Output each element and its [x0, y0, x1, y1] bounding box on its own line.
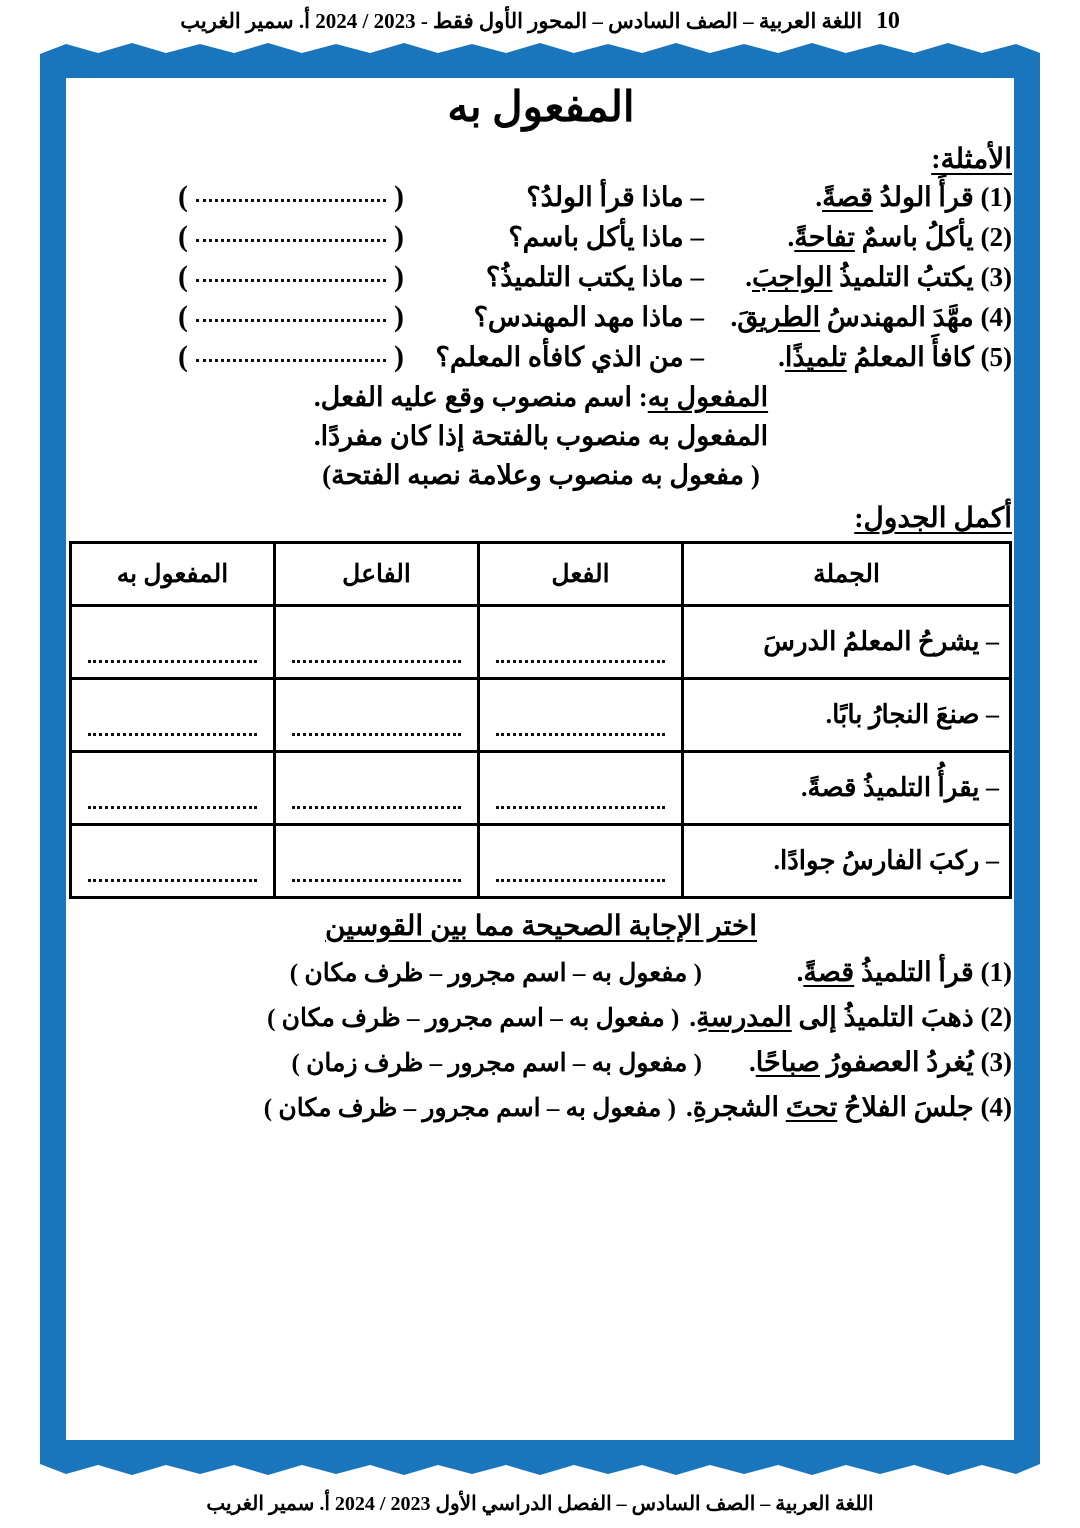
example-answer-blank[interactable]: ( ): [178, 340, 404, 373]
page-running-footer: [0, 1486, 1080, 1520]
rule-block: [70, 382, 1012, 491]
running-header-text: اللغة العربية – الصف السادس – المحور الأول فقط - 2023 / 2024 أ. سمير الغريب: [180, 8, 863, 33]
example-row: [70, 220, 1012, 254]
examples-list: [70, 180, 1012, 374]
table-cell-verb[interactable]: [479, 825, 683, 898]
table-cell-subject[interactable]: [275, 752, 479, 825]
table-cell-verb[interactable]: [479, 679, 683, 752]
mcq-options[interactable]: ( مفعول به – اسم مجرور – ظرف مكان ): [263, 1095, 676, 1122]
dotted-answer-line[interactable]: [88, 709, 257, 736]
table-cell-verb[interactable]: [479, 752, 683, 825]
dotted-answer-line[interactable]: [88, 855, 257, 882]
example-row: [70, 260, 1012, 294]
column-header-sentence: الجملة: [683, 543, 1011, 606]
mcq-statement: (1) قرأ التلميذُ قصةً.: [796, 957, 1012, 987]
table-cell-sentence: – يقرأُ التلميذُ قصةً.: [683, 752, 1011, 825]
dotted-answer-line[interactable]: [496, 855, 665, 882]
example-answer-blank[interactable]: ( ): [178, 180, 404, 213]
table-cell-sentence: – ركبَ الفارسُ جوادًا.: [683, 825, 1011, 898]
rule-definition: [70, 382, 1012, 413]
table-cell-object[interactable]: [71, 606, 275, 679]
dotted-answer-line[interactable]: [292, 636, 461, 663]
table-cell-verb[interactable]: [479, 606, 683, 679]
running-footer-text: اللغة العربية – الصف السادس – الفصل الدراسي الأول 2023 / 2024 أ. سمير الغريب: [206, 1492, 874, 1515]
example-question: – ماذا قرأ الولدُ؟: [526, 182, 704, 212]
dotted-answer-line[interactable]: [196, 345, 386, 362]
dotted-answer-line[interactable]: [292, 782, 461, 809]
dotted-answer-line[interactable]: [196, 265, 386, 282]
example-question: – ماذا يأكل باسم؟: [508, 222, 704, 252]
example-answer-blank[interactable]: ( ): [178, 220, 404, 253]
table-row: [71, 825, 1011, 898]
rule-line-2: المفعول به منصوب بالفتحة إذا كان مفردًا.: [313, 421, 769, 451]
table-cell-sentence: – صنعَ النجارُ بابًا.: [683, 679, 1011, 752]
mcq-item: [70, 1092, 1012, 1123]
mcq-options[interactable]: ( مفعول به – اسم مجرور – ظرف مكان ): [289, 960, 702, 987]
example-statement: (1) قرأَ الولدُ قصةً.: [815, 182, 1012, 212]
page-running-header: [0, 4, 1080, 38]
examples-heading: الأمثلة:: [931, 144, 1012, 175]
example-statement: (2) يأكلُ باسمٌ تفاحةً.: [787, 222, 1012, 252]
mcq-statement: (3) يُغردُ العصفورُ صباحًا.: [749, 1047, 1012, 1077]
example-statement: (3) يكتبُ التلميذُ الواجبَ.: [745, 262, 1012, 292]
mcq-statement: (2) ذهبَ التلميذُ إلى المدرسةِ.: [689, 1002, 1012, 1032]
rule-term: المفعول به: [647, 382, 769, 412]
table-cell-sentence: – يشرحُ المعلمُ الدرسَ: [683, 606, 1011, 679]
mcq-item: [70, 1047, 1012, 1078]
worksheet-content: [62, 64, 1020, 1456]
table-cell-subject[interactable]: [275, 606, 479, 679]
example-question: – من الذي كافأه المعلم؟: [435, 342, 704, 372]
dotted-answer-line[interactable]: [292, 709, 461, 736]
table-cell-subject[interactable]: [275, 825, 479, 898]
mcq-item: [70, 1002, 1012, 1033]
example-answer-blank[interactable]: ( ): [178, 300, 404, 333]
example-row: [70, 180, 1012, 214]
page-title: المفعول به: [447, 85, 635, 131]
dotted-answer-line[interactable]: [496, 709, 665, 736]
column-header-subject: الفاعل: [275, 543, 479, 606]
dotted-answer-line[interactable]: [88, 636, 257, 663]
dotted-answer-line[interactable]: [196, 225, 386, 242]
rule-definition-text: : اسم منصوب وقع عليه الفعل.: [313, 382, 648, 412]
mcq-options[interactable]: ( مفعول به – اسم مجرور – ظرف مكان ): [267, 1005, 680, 1032]
table-row: [71, 606, 1011, 679]
dotted-answer-line[interactable]: [292, 855, 461, 882]
table-cell-object[interactable]: [71, 679, 275, 752]
table-row: [71, 679, 1011, 752]
example-row: [70, 340, 1012, 374]
table-header-row: [71, 543, 1011, 606]
page-number: 10: [876, 7, 900, 34]
mcq-options[interactable]: ( مفعول به – اسم مجرور – ظرف زمان ): [291, 1050, 702, 1077]
table-heading: أكمل الجدول:: [854, 503, 1012, 534]
column-header-verb: الفعل: [479, 543, 683, 606]
example-question: – ماذا مهد المهندس؟: [473, 302, 704, 332]
mcq-statement: (4) جلسَ الفلاحُ تحتَ الشجرةِ.: [686, 1092, 1012, 1122]
dotted-answer-line[interactable]: [88, 782, 257, 809]
example-answer-blank[interactable]: ( ): [178, 260, 404, 293]
rule-line-3: ( مفعول به منصوب وعلامة نصبه الفتحة): [322, 460, 760, 490]
completion-table: [69, 541, 1012, 899]
table-cell-subject[interactable]: [275, 679, 479, 752]
mcq-item: [70, 957, 1012, 988]
example-question: – ماذا يكتب التلميذُ؟: [485, 262, 704, 292]
mcq-list: [70, 957, 1012, 1123]
dotted-answer-line[interactable]: [496, 782, 665, 809]
example-row: [70, 300, 1012, 334]
table-cell-object[interactable]: [71, 825, 275, 898]
example-statement: (4) مهَّدَ المهندسُ الطريقَ.: [730, 302, 1012, 332]
dotted-answer-line[interactable]: [196, 185, 386, 202]
dotted-answer-line[interactable]: [496, 636, 665, 663]
table-row: [71, 752, 1011, 825]
mcq-heading: اختر الإجابة الصحيحة مما بين القوسين: [324, 911, 758, 942]
example-statement: (5) كافأَ المعلمُ تلميذًا.: [778, 342, 1012, 372]
table-cell-object[interactable]: [71, 752, 275, 825]
column-header-object: المفعول به: [71, 543, 275, 606]
dotted-answer-line[interactable]: [196, 305, 386, 322]
